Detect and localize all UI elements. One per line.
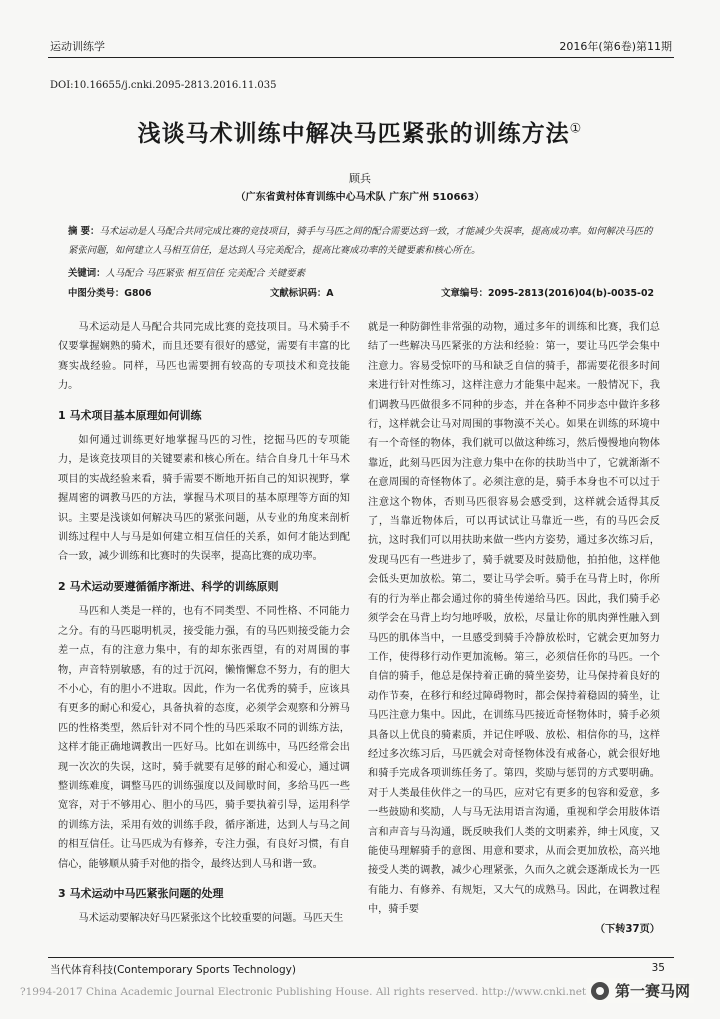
section-2-heading: 2 马术运动要遵循循序渐进、科学的训练原则	[58, 579, 279, 593]
copyright-line: ?1994-2017 China Academic Journal Electronic Publishing House. All rights reserved. http://www.cnki.net	[20, 986, 587, 998]
footer-rule	[48, 957, 674, 958]
page-number: 35	[651, 962, 665, 974]
abstract-text: 马术运动是人马配合共同完成比赛的竞技项目，骑手与马匹之间的配合需要达到一致，才能减少失误率，提高成功率。如何解决马匹的紧张问题，如何建立人马相互信任，是达到人马完美配合，提高比赛成功率的关键要素和核心所在。	[68, 226, 653, 256]
abstract-label: 摘 要：	[68, 226, 100, 237]
watermark	[587, 978, 694, 1003]
section-1-heading: 1 马术项目基本原理如何训练	[58, 408, 202, 422]
continued-note: （下转37页）	[594, 923, 660, 935]
abstract	[68, 222, 658, 260]
left-column	[58, 318, 350, 929]
title-text: 浅谈马术训练中解决马匹紧张的训练方法	[137, 121, 570, 147]
section-2-paragraph: 马匹和人类是一样的，也有不同类型、不同性格、不同能力之分。有的马匹聪明机灵，接受能力强，有的马匹则接受能力会差一点，有的注意力集中，有的却东张西望，有的对周围的事物，声音特别敏感，有的过于沉闷，懒惰懈怠不努力，有的胆大不小心，有的胆小不进取。因此，作为一名优秀的骑手，应该具有更多的耐心和爱心，具备执着的态度，必须学会观察和分辨马匹的性格类型，然后针对不同个性的马匹采取不同的训练方法，这样才能正确地调教出一匹好马。比如在训练中，马匹经常会出现一次次的失误，这时，骑手就要有足够的耐心和爱心，通过调整训练难度，调整马匹的训练强度以及间歇时间，多给马匹一些宽容，对于不够用心、胆小的马匹，骑手要执着引导，运用科学的训练方法，采用有效的训练手段，循序渐进，达到人与马之间的相互信任。让马匹成为有修养，专注力强，有良好习惯，有自信心，能够顺从骑手对他的指令，最终达到人马和谐一致。	[58, 606, 350, 870]
footer-journal: 当代体育科技(Contemporary Sports Technology)	[50, 964, 296, 976]
right-column-paragraph: 就是一种防御性非常强的动物，通过多年的训练和比赛，我们总结了一些解决马匹紧张的方法和经验：第一，要让马匹学会集中注意力。容易受惊吓的马和缺乏自信的骑手，都需要花很多时间来进行针对性练习，这样注意力才能集中起来。一般情况下，我们调教马匹做很多不同种的步态，并在各种不同步态中做许多移行，这样就会让马对周围的事物漠不关心。如果在训练的环境中有一个奇怪的物体，我们就可以做这种练习，然后慢慢地向物体靠近，此刻马匹因为注意力集中在你的扶助当中了，它就渐渐不在意周围的奇怪物体了。必须注意的是，骑手本身也不可以过于注意这个物体，否则马匹很容易会感受到，这样就会适得其反了，当靠近物体后，可以再试试让马靠近一些，有的马匹会反抗，这时我们可以用扶助来做一些内方姿势，通过多次练习后，发现马匹有一些进步了，骑手就要及时鼓励他，拍拍他，这样他会低头更加放松。第二，要让马学会听。骑手在马背上时，你所有的行为举止都会通过你的骑坐传递给马匹。因此，我们骑手必须学会在马背上均匀地呼吸，放松，尽量让你的肌肉弹性融入到马匹的肌体当中，一旦感受到骑手冷静放松时，它就会更加努力工作，使得移行动作更加流畅。第三，必须信任你的马匹。一个自信的骑手，他总是保持着正确的骑坐姿势，让马保持着良好的动作节奏，在移行和经过障碍物时，都会保持着稳固的骑坐，让马匹注意力集中。因此，在训练马匹接近奇怪物体时，骑手必须具备以上优良的骑素质，并记住呼吸、放松、相信你的马，这样经过多次练习后，马匹就会对奇怪物体没有戒备心，就会很好地和骑手完成各项训练任务了。第四，奖励与惩罚的方式要明确。对于人类最佳伙伴之一的马匹，应对它有更多的包容和爱意，多一些鼓励和奖励，人与马无法用语言沟通，重视和学会用肢体语言和声音与马沟通，既反映我们人类的文明素养，绅士风度，又能使马理解骑手的意图、用意和要求，从而会更加放松，高兴地接受人类的调教，减少心理紧张，久而久之就会逐渐成长为一匹有能力、有修养、有规矩，又大气的成熟马。因此，在调教过程中，骑手要	[368, 322, 660, 916]
affiliation: （广东省黄村体育训练中心马术队 广东广州 510663）	[235, 192, 485, 203]
title-footnote-mark: ①	[569, 121, 583, 137]
right-column	[368, 318, 660, 939]
running-header-issue: 2016年(第6卷)第11期	[559, 40, 672, 53]
document-code: 文献标识码：A	[270, 288, 334, 299]
section-3-paragraph: 马术运动要解决好马匹紧张这个比较重要的问题。马匹天生	[78, 913, 344, 925]
header-rule	[48, 57, 674, 58]
article-number: 文章编号：2095-2813(2016)04(b)-0035-02	[441, 288, 654, 299]
keywords-label: 关键词：	[68, 268, 106, 279]
wechat-icon	[591, 982, 609, 1000]
article-title	[0, 115, 720, 148]
clc-number: 中图分类号：G806	[68, 288, 152, 299]
section-1-paragraph: 如何通过训练更好地掌握马匹的习性，挖掘马匹的专项能力，是该竞技项目的关键要素和核心所在。结合自身几十年马术项目的实战经验来看，骑手需要不断地开拓自己的知识视野，掌握周密的调教马匹的方法，掌握马术项目的基本原理等方面的知识。主要是浅谈如何解决马匹的紧张问题，从专业的角度来剖析训练过程中人与马是如何建立相互信任的关系，如何才能达到配合一致，减少训练和比赛时的失误率，提高比赛的成功率。	[58, 435, 350, 563]
author: 顾兵	[349, 172, 371, 185]
intro-paragraph: 马术运动是人马配合共同完成比赛的竞技项目。马术骑手不仅要掌握娴熟的骑术，而且还要有很好的感觉，需要有丰富的比赛实战经验。同样，马匹也需要拥有较高的专项技术和竞技能力。	[58, 322, 350, 392]
running-header-journal: 运动训练学	[50, 40, 105, 53]
keywords	[68, 265, 305, 279]
keywords-text: 人马配合 马匹紧张 相互信任 完美配合 关键要素	[105, 268, 305, 279]
watermark-text: 第一赛马网	[614, 982, 690, 1000]
doi: DOI:10.16655/j.cnki.2095-2813.2016.11.035	[50, 80, 277, 91]
section-3-heading: 3 马术运动中马匹紧张问题的处理	[58, 886, 224, 900]
